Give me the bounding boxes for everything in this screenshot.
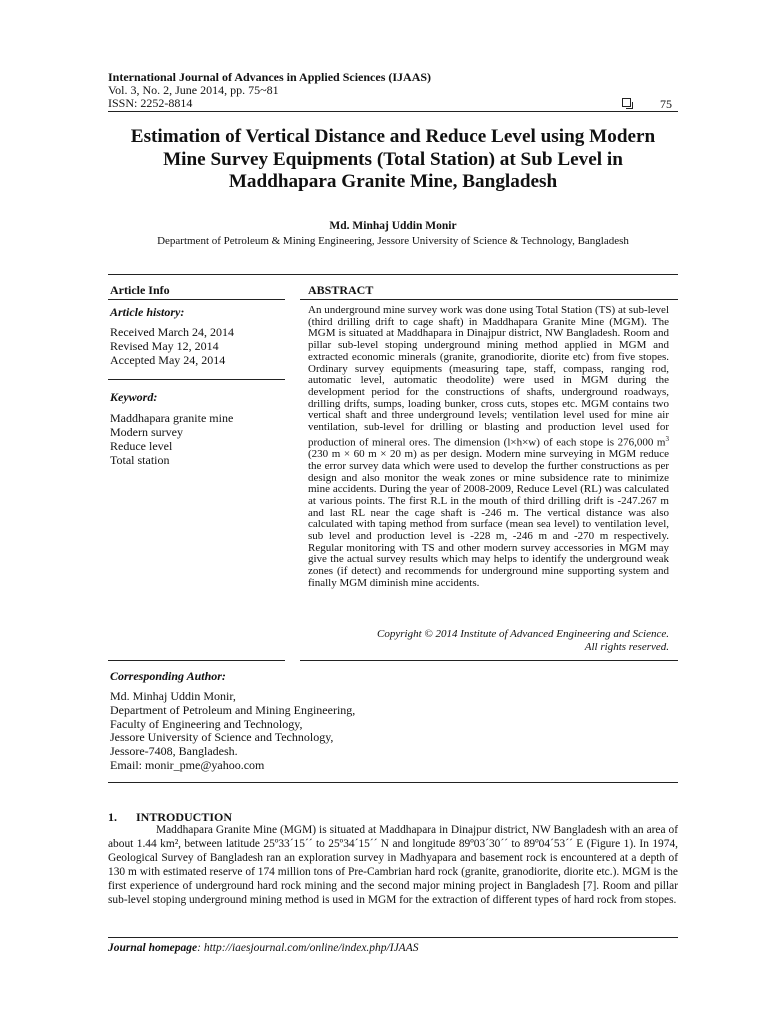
revised-date: Revised May 12, 2014 [110, 339, 219, 353]
keyword-item: Maddhapara granite mine [110, 411, 234, 425]
header-rule [108, 111, 678, 112]
document-icon [622, 98, 631, 107]
author-name: Md. Minhaj Uddin Monir [329, 220, 457, 232]
abstract-rule [300, 299, 678, 300]
abstract-text [308, 305, 669, 590]
title-line-1: Estimation of Vertical Distance and Reduce Level using Modern [130, 126, 656, 147]
article-history-heading: Article history: [110, 305, 185, 319]
abstract-heading: ABSTRACT [308, 283, 374, 297]
info-bottom-rule-left [108, 660, 285, 661]
keyword-item: Total station [110, 453, 170, 467]
keyword-heading: Keyword: [110, 390, 158, 404]
keyword-item: Modern survey [110, 425, 183, 439]
corresponding-rule [108, 782, 678, 783]
copyright-line-2: All rights reserved. [584, 641, 669, 653]
article-info-rule [108, 299, 285, 300]
corresponding-line: Faculty of Engineering and Technology, [110, 716, 303, 731]
section-title: INTRODUCTION [136, 810, 233, 824]
corresponding-line: Department of Petroleum and Mining Engineering, [110, 702, 356, 717]
page-number: 75 [660, 97, 672, 111]
corresponding-line: Md. Minhaj Uddin Monir, [110, 689, 236, 703]
corresponding-line: Jessore-7408, Bangladesh. [110, 744, 238, 759]
keyword-list [110, 411, 233, 467]
corresponding-author-heading: Corresponding Author: [110, 669, 226, 683]
corresponding-email: Email: monir_pme@yahoo.com [110, 757, 265, 772]
paper-title [108, 126, 678, 194]
copyright-line-1: Copyright © 2014 Institute of Advanced Engineering and Science. [377, 628, 669, 640]
introduction-paragraph: Maddhapara Granite Mine (MGM) is situated at Maddhapara in Dinajpur district, NW Bangladesh with an area of about 1.44 km², between latitude 25º33´15´´ to 25º34´15´´ N and longitude 89º03´30´´ to 89º04´53´´ E (Figure 1). In 1974, Geological Survey of Bangladesh ran an exploration survey in Madhyapara and basement rock is encountered at a depth of 130 m with estimated reserve of 174 million tons of Pre-Cambrian hard rock (granite, granodiorite, diorite etc.). MGM is the first experience of underground hard rock mining and the second major mining project in Bangladesh [7]. Room and pillar sub-level stoping underground mining method is used in MGM for the extraction of different types of hard rock from stopes. [108, 824, 678, 906]
keyword-item: Reduce level [110, 439, 173, 453]
abstract-text-part-1: An underground mine survey work was done using Total Station (TS) at sub-level (third drilling drift to cage shaft) in Maddhapara Granite Mine (MGM). The MGM is situated at Maddhapara in Dinajpur district, NW Bangladesh. Room and pillar sub-level stoping underground mining method applied in MGM and extracted economic minerals (granite, granodiorite, diorite etc) from five stopes. Ordinary survey equipments (measuring tape, staff, compass, ranging rod, automatic level, automatic theodolite) were used in MGM during the development period for the constructions of shafts, underground roadways, drilling drifts, sumps, loading bunker, cross cuts, stopes etc. MGM contains two vertical shaft and three underground levels; ventilation level used for mine air ventilation, sub-level for drilling or blasting and production level used for production of mineral ores. The dimension (l×h×w) of each stope is 276,000 m [308, 304, 669, 449]
history-rule [108, 379, 285, 380]
article-history [110, 325, 234, 367]
homepage-link[interactable]: : http://iaesjournal.com/online/index.php/IJAAS [197, 942, 419, 954]
footer-rule [108, 937, 678, 938]
received-date: Received March 24, 2014 [110, 325, 234, 339]
copyright [300, 628, 669, 654]
journal-name: International Journal of Advances in Applied Sciences (IJAAS) [108, 70, 432, 84]
corresponding-line: Jessore University of Science and Technology, [110, 730, 334, 745]
abstract-text-part-2: (230 m × 60 m × 20 m) as per design. Modern mine surveying in MGM reduce the error survey data which were used to develop the further constructions as per design and also monitor the weak zones or mine subsidence rate to minimize mine accidents. During the year of 2008-2009, Reduce Level (RL) was calculated at various points. The first R.L in the mouth of third drilling drift is -247.267 m and last RL near the cage shaft is -246 m. The vertical distance was also calculated with taping method from surface (mean sea level) to ventilation level, sub level and production level is -228 m, -246 m and -270 m respectively. Regular monitoring with TS and other modern survey accessories in MGM may give the actual survey results which may helps to identify the underground weak zones (if detect) and recommends for underground mine supporting system and finally MGM diminish mine accidents. [308, 448, 669, 589]
abstract-superscript: 3 [665, 434, 669, 443]
introduction-text [108, 824, 678, 907]
issn: ISSN: 2252-8814 [108, 96, 193, 110]
accepted-date: Accepted May 24, 2014 [110, 353, 226, 367]
homepage-label: Journal homepage [108, 942, 198, 954]
introduction-heading [108, 810, 232, 825]
author-affiliation: Department of Petroleum & Mining Engineering, Jessore University of Science & Technology, Bangladesh [157, 235, 629, 247]
journal-homepage [108, 942, 418, 954]
section-number: 1. [108, 810, 117, 824]
info-top-rule [108, 274, 678, 275]
info-bottom-rule-right [300, 660, 678, 661]
corresponding-author-details [110, 690, 355, 773]
title-line-3: Maddhapara Granite Mine, Bangladesh [228, 171, 558, 192]
title-line-2: Mine Survey Equipments (Total Station) at Sub Level in [163, 148, 623, 170]
volume-info: Vol. 3, No. 2, June 2014, pp. 75~81 [108, 83, 279, 97]
article-info-heading: Article Info [110, 283, 170, 297]
